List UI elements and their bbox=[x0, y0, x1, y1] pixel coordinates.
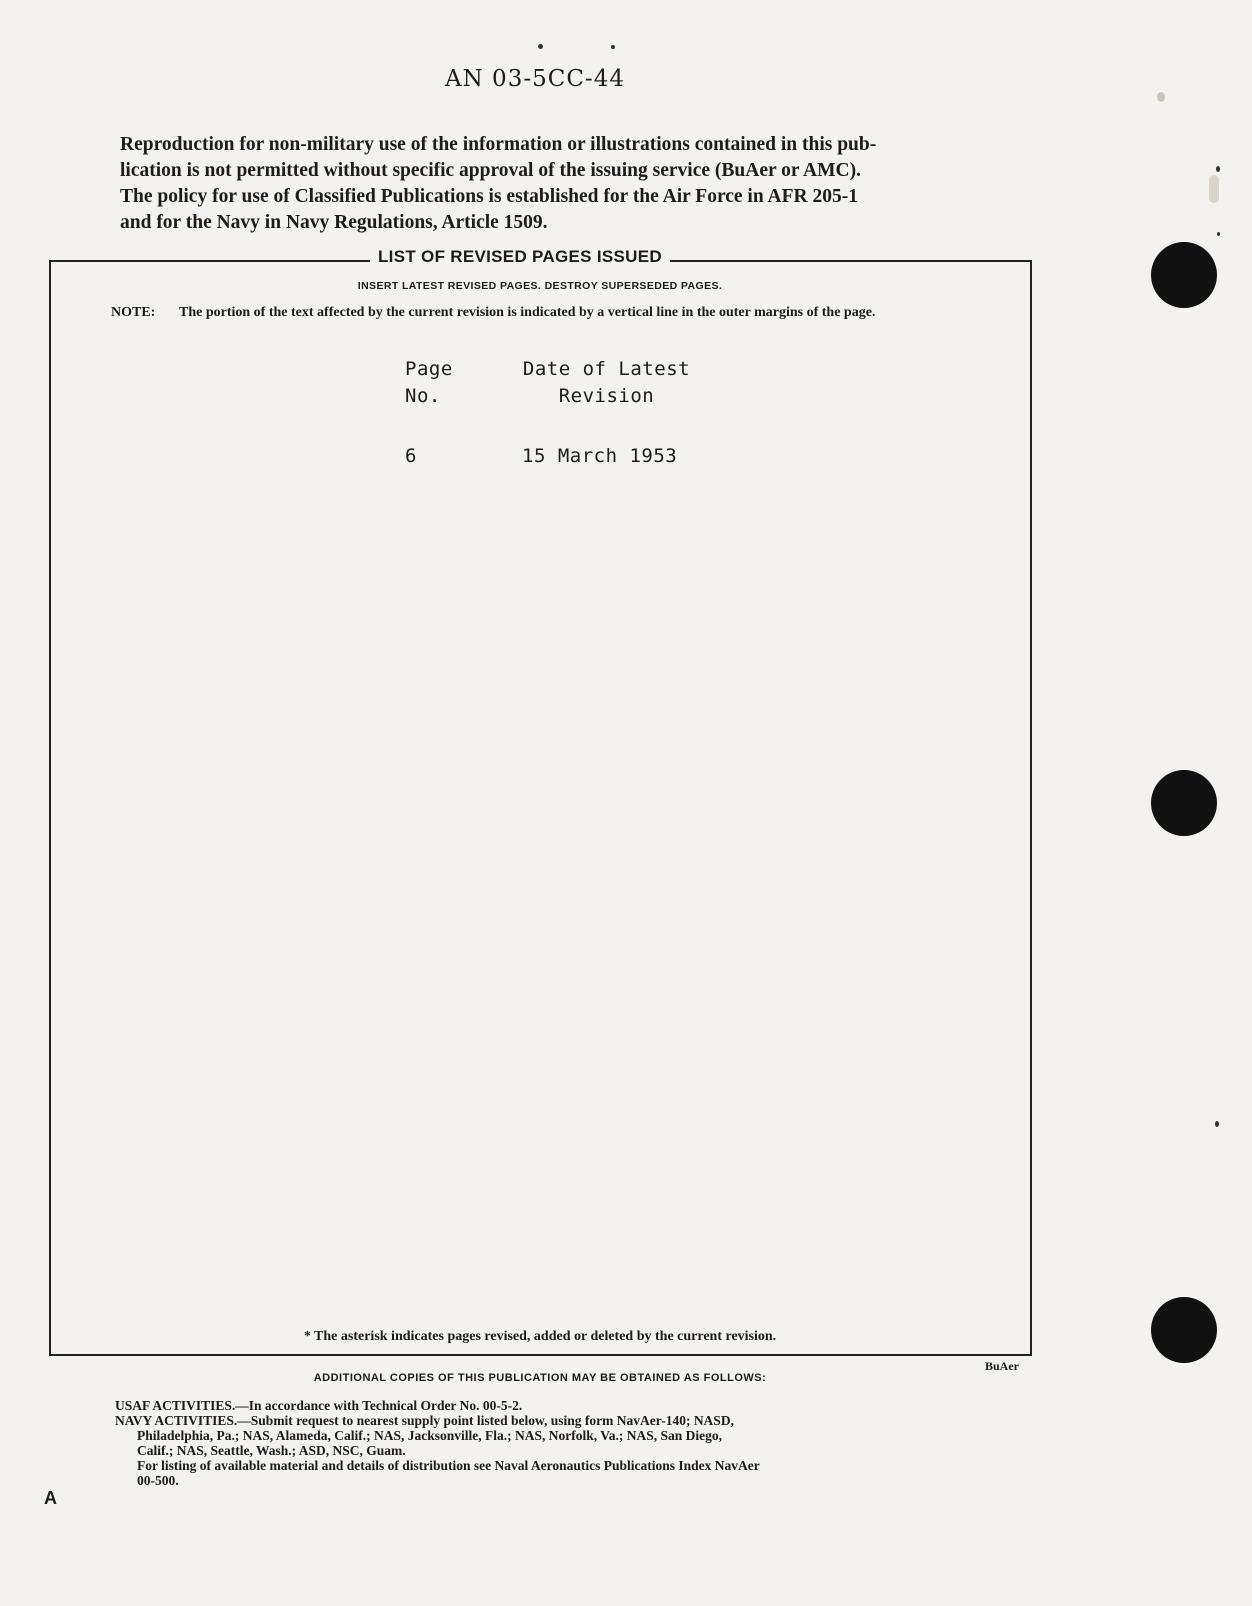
scan-speck bbox=[1217, 232, 1220, 236]
document-number: AN 03-5CC-44 bbox=[445, 66, 625, 92]
reproduction-notice bbox=[120, 132, 1000, 236]
punch-hole bbox=[1151, 1297, 1217, 1363]
column-header-page-line2: No. bbox=[405, 385, 441, 407]
scan-speck bbox=[1157, 92, 1165, 102]
reproduction-notice-line: lication is not permitted without specific approval of the issuing service (BuAer or AMC). bbox=[120, 160, 861, 181]
column-header-date-line1: Date of Latest bbox=[522, 358, 691, 380]
column-header-page-line1: Page bbox=[405, 358, 453, 380]
page-letter: A bbox=[44, 1488, 57, 1508]
revised-page-number: 6 bbox=[405, 445, 417, 467]
usaf-activities: USAF ACTIVITIES.—In accordance with Technical Order No. 00-5-2. bbox=[115, 1398, 523, 1413]
navy-activities-line: NAVY ACTIVITIES.—Submit request to nearest supply point listed below, using form NavAer-140; NASD, bbox=[115, 1413, 734, 1428]
additional-copies-heading: ADDITIONAL COPIES OF THIS PUBLICATION MAY BE OBTAINED AS FOLLOWS: bbox=[313, 1372, 767, 1384]
navy-activities-line: Philadelphia, Pa.; NAS, Alameda, Calif.; NAS, Jacksonville, Fla.; NAS, Norfolk, Va.; NAS, San Diego, bbox=[137, 1428, 723, 1443]
reproduction-notice-line: The policy for use of Classified Publications is established for the Air Force in AFR 205-1 bbox=[120, 186, 858, 207]
buaer-label: BuAer bbox=[985, 1359, 1019, 1373]
punch-hole bbox=[1151, 242, 1217, 308]
column-header-page bbox=[405, 356, 453, 410]
scan-speck bbox=[538, 44, 543, 49]
navy-activities-line: 00-500. bbox=[137, 1473, 179, 1488]
asterisk-note: * The asterisk indicates pages revised, added or deleted by the current revision. bbox=[303, 1329, 777, 1344]
revised-page-date: 15 March 1953 bbox=[522, 445, 678, 467]
reproduction-notice-line: and for the Navy in Navy Regulations, Article 1509. bbox=[120, 212, 548, 233]
distribution-instructions bbox=[115, 1398, 975, 1488]
punch-hole bbox=[1151, 770, 1217, 836]
note-text: The portion of the text affected by the current revision is indicated by a vertical line in the outer margins of the page. bbox=[179, 305, 876, 320]
revised-pages-title: LIST OF REVISED PAGES ISSUED bbox=[370, 247, 670, 267]
scan-speck bbox=[1215, 1121, 1219, 1127]
reproduction-notice-line: Reproduction for non-military use of the information or illustrations contained in this pub- bbox=[120, 134, 877, 155]
scan-speck bbox=[1209, 175, 1219, 203]
revised-pages-frame bbox=[49, 261, 1032, 1356]
column-header-date bbox=[519, 356, 694, 410]
navy-activities-line: For listing of available material and details of distribution see Naval Aeronautics Publications Index NavAer bbox=[137, 1458, 760, 1473]
navy-activities-line: Calif.; NAS, Seattle, Wash.; ASD, NSC, Guam. bbox=[137, 1443, 406, 1458]
column-header-date-line2: Revision bbox=[558, 385, 655, 407]
revised-pages-instruction: INSERT LATEST REVISED PAGES. DESTROY SUPERSEDED PAGES. bbox=[357, 280, 723, 292]
scan-speck bbox=[1216, 166, 1220, 172]
scan-speck bbox=[611, 45, 615, 49]
note-label: NOTE: bbox=[111, 305, 156, 320]
